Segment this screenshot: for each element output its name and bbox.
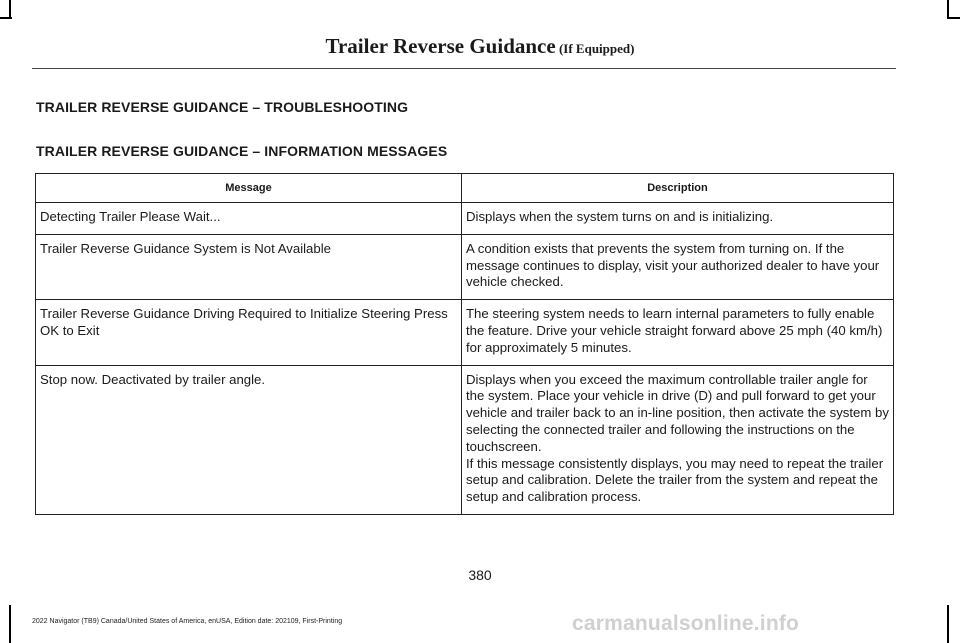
- message-cell: Detecting Trailer Please Wait...: [36, 203, 462, 235]
- message-cell: Trailer Reverse Guidance Driving Required to Initialize Steering Press OK to Exit: [36, 300, 462, 365]
- table-row: [36, 203, 894, 235]
- header-suffix: (If Equipped): [555, 41, 635, 56]
- description-cell: [462, 203, 894, 235]
- crop-mark-top-right-vertical: [947, 0, 949, 18]
- table-row: [36, 300, 894, 365]
- description-text: A condition exists that prevents the system from turning on. If the message continues to display, visit your authorized dealer to have your vehicle checked.: [466, 240, 880, 290]
- header-title: Trailer Reverse Guidance: [325, 34, 556, 58]
- watermark-logo: carmanualsonline.info: [572, 612, 800, 635]
- heading-information-messages: TRAILER REVERSE GUIDANCE – INFORMATION MESSAGES: [36, 143, 448, 159]
- description-cell: [462, 234, 894, 299]
- crop-mark-bottom-right-vertical: [947, 605, 949, 643]
- information-messages-table: [35, 173, 894, 515]
- crop-mark-top-right-horizontal: [947, 17, 960, 19]
- heading-troubleshooting: TRAILER REVERSE GUIDANCE – TROUBLESHOOTING: [36, 99, 409, 115]
- crop-mark-top-left-horizontal: [0, 17, 12, 19]
- description-text: Displays when you exceed the maximum controllable trailer angle for the system. Place your vehicle in drive (D) and pull forward to get your vehicle and trailer back to an in-line position, then activate the system by selecting the connected trailer and following the instructions on the touchscreen.: [466, 371, 889, 454]
- message-cell: Stop now. Deactivated by trailer angle.: [36, 365, 462, 514]
- column-header-message: Message: [36, 174, 462, 203]
- message-cell: Trailer Reverse Guidance System is Not Available: [36, 234, 462, 299]
- description-cell: [462, 365, 894, 514]
- page-number: 380: [468, 567, 492, 583]
- crop-mark-bottom-left-vertical: [9, 605, 11, 643]
- page-header: [0, 34, 960, 59]
- column-header-description: Description: [462, 174, 894, 203]
- description-text: If this message consistently displays, you may need to repeat the trailer setup and calibration. Delete the trailer from the system and repeat the setup and calibration process.: [466, 455, 884, 505]
- description-cell: [462, 300, 894, 365]
- table-header-row: [36, 174, 894, 203]
- crop-mark-top-left-vertical: [9, 0, 11, 18]
- description-text: The steering system needs to learn internal parameters to fully enable the feature. Drive your vehicle straight forward above 25 mph (40 km/h) for approximately 5 minutes.: [466, 306, 883, 355]
- table-row: [36, 365, 894, 514]
- table-row: [36, 234, 894, 299]
- header-rule: [32, 68, 896, 69]
- footer-edition-info: 2022 Navigator (TB9) Canada/United States of America, enUSA, Edition date: 202109, First-Printing: [32, 618, 343, 625]
- description-text: Displays when the system turns on and is initializing.: [466, 209, 774, 224]
